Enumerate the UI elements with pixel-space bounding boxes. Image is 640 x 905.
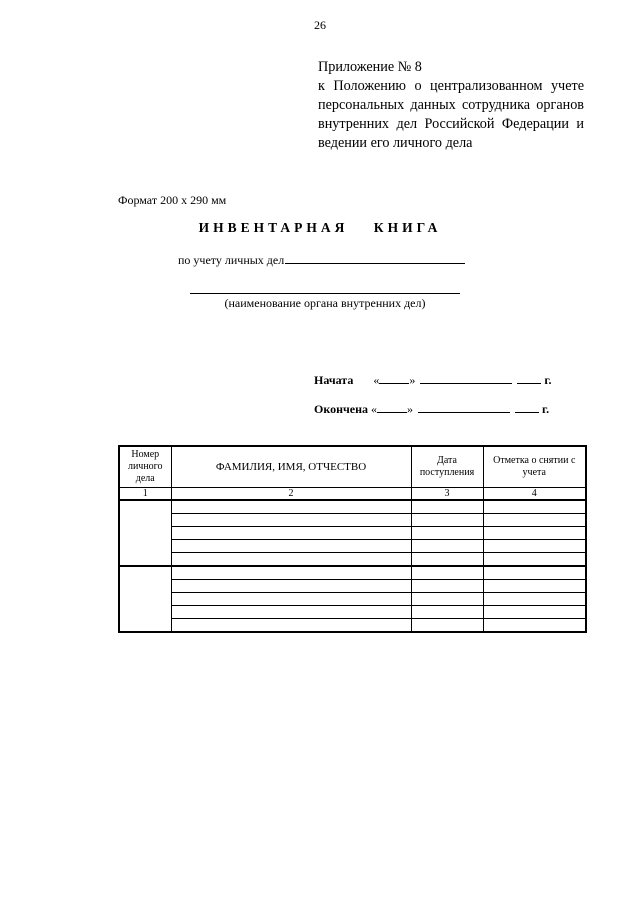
- inventory-table: [118, 445, 585, 637]
- date-cell[interactable]: [411, 540, 483, 553]
- mark-cell[interactable]: [483, 580, 586, 593]
- appendix-title: Приложение № 8: [318, 59, 422, 75]
- mark-cell[interactable]: [483, 540, 586, 553]
- table-row: [119, 553, 586, 567]
- start-month-blank[interactable]: [420, 372, 512, 384]
- end-date-row: [314, 401, 549, 417]
- name-cell[interactable]: [171, 540, 411, 553]
- mark-cell[interactable]: [483, 527, 586, 540]
- subject-blank[interactable]: [285, 251, 465, 264]
- date-cell[interactable]: [411, 606, 483, 619]
- date-cell[interactable]: [411, 593, 483, 606]
- start-close-quote: »: [409, 373, 416, 387]
- name-cell[interactable]: [171, 566, 411, 580]
- name-cell[interactable]: [171, 619, 411, 633]
- name-cell[interactable]: [171, 514, 411, 527]
- date-cell[interactable]: [411, 553, 483, 567]
- case-number-cell[interactable]: [119, 566, 171, 632]
- name-cell[interactable]: [171, 500, 411, 514]
- name-cell[interactable]: [171, 527, 411, 540]
- org-caption: (наименование органа внутренних дел): [224, 296, 426, 310]
- table-row: [119, 527, 586, 540]
- start-year-blank[interactable]: [517, 372, 541, 384]
- date-cell[interactable]: [411, 527, 483, 540]
- mark-cell[interactable]: [483, 553, 586, 567]
- table-row: [119, 619, 586, 633]
- mark-cell[interactable]: [483, 619, 586, 633]
- name-cell[interactable]: [171, 593, 411, 606]
- end-open-quote: «: [371, 402, 378, 416]
- mark-cell[interactable]: [483, 514, 586, 527]
- mark-cell[interactable]: [483, 606, 586, 619]
- table-row: [119, 593, 586, 606]
- date-cell[interactable]: [411, 500, 483, 514]
- header-full-name: ФАМИЛИЯ, ИМЯ, ОТЧЕСТВО: [171, 446, 411, 488]
- date-cell[interactable]: [411, 580, 483, 593]
- appendix-body: к Положению о централизованном учете персональных данных сотрудника органов внутренних дел Российской Федерации и ведении его личного дела: [318, 78, 584, 151]
- end-year-blank[interactable]: [515, 401, 539, 413]
- table-row: [119, 540, 586, 553]
- end-year-suffix: г.: [542, 402, 550, 416]
- table-row: [119, 514, 586, 527]
- name-cell[interactable]: [171, 580, 411, 593]
- header-date-received: Дата поступления: [411, 446, 483, 488]
- subject-line: [178, 251, 465, 268]
- end-day-blank[interactable]: [377, 401, 407, 413]
- mark-cell[interactable]: [483, 566, 586, 580]
- start-day-blank[interactable]: [379, 372, 409, 384]
- end-label: Окончена: [314, 402, 369, 416]
- table-row: [119, 500, 586, 514]
- appendix-header: [318, 58, 584, 153]
- column-number-4: 4: [483, 488, 586, 501]
- column-number-3: 3: [411, 488, 483, 501]
- start-date-row: [314, 372, 551, 388]
- subject-label: по учету личных дел: [178, 253, 285, 267]
- start-open-quote: «: [373, 373, 380, 387]
- column-number-2: 2: [171, 488, 411, 501]
- date-cell[interactable]: [411, 566, 483, 580]
- mark-cell[interactable]: [483, 500, 586, 514]
- end-close-quote: »: [407, 402, 414, 416]
- table-row: [119, 580, 586, 593]
- start-label: Начата: [314, 373, 354, 387]
- org-name-blank[interactable]: [190, 293, 460, 294]
- case-number-cell[interactable]: [119, 500, 171, 566]
- page-number: 26: [314, 18, 326, 32]
- start-year-suffix: г.: [544, 373, 552, 387]
- table-row: [119, 566, 586, 580]
- date-cell[interactable]: [411, 514, 483, 527]
- header-case-number: Номер личного дела: [119, 446, 171, 488]
- header-removal-mark: Отметка о снятии с учета: [483, 446, 586, 488]
- table-row: [119, 606, 586, 619]
- name-cell[interactable]: [171, 606, 411, 619]
- date-cell[interactable]: [411, 619, 483, 633]
- book-title: ИНВЕНТАРНАЯ КНИГА: [198, 220, 442, 235]
- format-note: Формат 200 х 290 мм: [118, 193, 227, 207]
- name-cell[interactable]: [171, 553, 411, 567]
- mark-cell[interactable]: [483, 593, 586, 606]
- column-number-1: 1: [119, 488, 171, 501]
- end-month-blank[interactable]: [418, 401, 510, 413]
